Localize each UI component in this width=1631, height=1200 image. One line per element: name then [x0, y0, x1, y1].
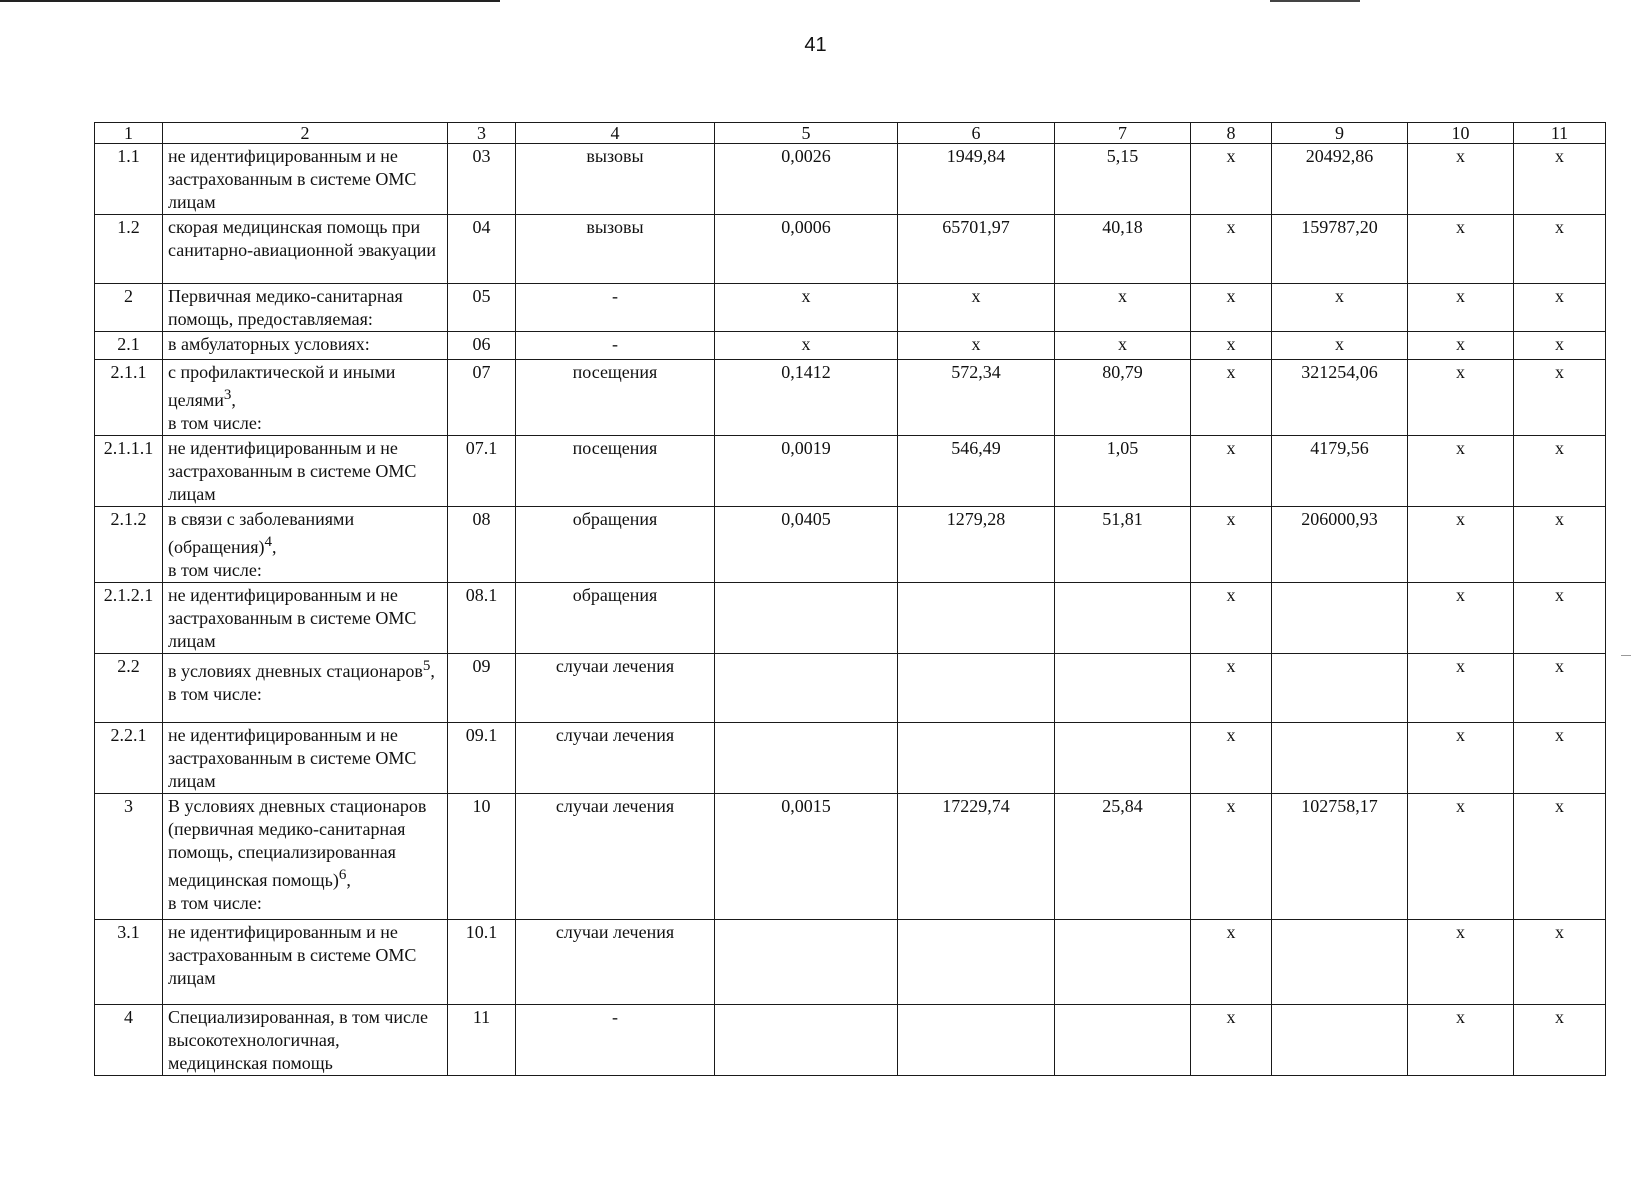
row-col9 [1272, 654, 1408, 723]
table-row [95, 360, 1606, 436]
row-unit: случаи лечения [516, 920, 715, 1005]
data-table [94, 122, 1606, 1076]
row-col9: х [1272, 284, 1408, 332]
row-number: 1.2 [95, 215, 163, 284]
page-number: 41 [804, 34, 827, 56]
row-col11: х [1514, 144, 1606, 215]
row-col5: 0,0015 [715, 794, 898, 920]
footnote-mark: 5 [422, 658, 431, 674]
table-row [95, 794, 1606, 920]
row-col7 [1055, 723, 1191, 794]
row-col5 [715, 583, 898, 654]
row-col5: х [715, 332, 898, 360]
table-row [95, 215, 1606, 284]
row-col9: 159787,20 [1272, 215, 1408, 284]
row-description: не идентифицированным и не застрахованным в системе ОМС лицам [163, 920, 448, 1005]
row-col6: 1279,28 [898, 507, 1055, 583]
row-description [163, 794, 448, 920]
row-number: 2.1.2.1 [95, 583, 163, 654]
row-description [163, 654, 448, 723]
header-cell: 5 [715, 123, 898, 144]
row-col6: 1949,84 [898, 144, 1055, 215]
header-cell: 8 [1191, 123, 1272, 144]
row-number: 2.1.1.1 [95, 436, 163, 507]
row-unit: вызовы [516, 144, 715, 215]
row-col7: 80,79 [1055, 360, 1191, 436]
row-col6: х [898, 332, 1055, 360]
row-description [163, 507, 448, 583]
row-code: 08 [448, 507, 516, 583]
row-col10: х [1408, 507, 1514, 583]
table-row [95, 144, 1606, 215]
header-cell: 3 [448, 123, 516, 144]
row-col5: 0,1412 [715, 360, 898, 436]
row-col7: 40,18 [1055, 215, 1191, 284]
row-number: 2.1.1 [95, 360, 163, 436]
row-col11: х [1514, 507, 1606, 583]
row-col5: 0,0006 [715, 215, 898, 284]
row-col8: х [1191, 144, 1272, 215]
row-col8: х [1191, 723, 1272, 794]
row-col9 [1272, 583, 1408, 654]
table-row [95, 654, 1606, 723]
row-col8: х [1191, 507, 1272, 583]
row-unit: обращения [516, 507, 715, 583]
row-col7: 5,15 [1055, 144, 1191, 215]
header-cell: 4 [516, 123, 715, 144]
row-col5 [715, 1005, 898, 1076]
table-row [95, 920, 1606, 1005]
row-col10: х [1408, 794, 1514, 920]
row-number: 4 [95, 1005, 163, 1076]
row-col10: х [1408, 583, 1514, 654]
row-col9: 102758,17 [1272, 794, 1408, 920]
row-col9: 4179,56 [1272, 436, 1408, 507]
footnote-mark: 3 [223, 387, 232, 403]
row-col5 [715, 723, 898, 794]
row-description: не идентифицированным и не застрахованным в системе ОМС лицам [163, 144, 448, 215]
table-row [95, 723, 1606, 794]
row-col10: х [1408, 436, 1514, 507]
row-col10: х [1408, 1005, 1514, 1076]
row-col6 [898, 723, 1055, 794]
description-tail: в том числе: [168, 893, 262, 913]
top-rule [0, 0, 500, 2]
row-col11: х [1514, 1005, 1606, 1076]
row-col6 [898, 920, 1055, 1005]
row-col8: х [1191, 436, 1272, 507]
row-col6: 65701,97 [898, 215, 1055, 284]
table-row [95, 1005, 1606, 1076]
row-number: 2.1.2 [95, 507, 163, 583]
header-cell: 9 [1272, 123, 1408, 144]
row-col10: х [1408, 360, 1514, 436]
row-number: 3 [95, 794, 163, 920]
row-col11: х [1514, 284, 1606, 332]
row-unit: вызовы [516, 215, 715, 284]
row-col11: х [1514, 360, 1606, 436]
top-rule-fragment [1270, 0, 1360, 2]
row-col5 [715, 920, 898, 1005]
description-tail: в том числе: [168, 413, 262, 433]
row-col6: х [898, 284, 1055, 332]
row-col7: 25,84 [1055, 794, 1191, 920]
row-col11: х [1514, 723, 1606, 794]
row-col11: х [1514, 215, 1606, 284]
row-col6 [898, 1005, 1055, 1076]
row-code: 09 [448, 654, 516, 723]
row-unit: посещения [516, 436, 715, 507]
row-col7 [1055, 1005, 1191, 1076]
row-col8: х [1191, 332, 1272, 360]
row-col6 [898, 654, 1055, 723]
row-col10: х [1408, 723, 1514, 794]
scan-margin-mark [1621, 655, 1631, 656]
row-description: в амбулаторных условиях: [163, 332, 448, 360]
row-code: 11 [448, 1005, 516, 1076]
description-text: в условиях дневных стационаров [168, 661, 423, 681]
row-col11: х [1514, 436, 1606, 507]
row-col9: 20492,86 [1272, 144, 1408, 215]
row-col6: 17229,74 [898, 794, 1055, 920]
description-text: В условиях дневных стационаров (первичная медико-санитарная помощь, специализированная медицинская помощь) [168, 796, 427, 890]
row-col9 [1272, 1005, 1408, 1076]
row-col8: х [1191, 583, 1272, 654]
row-unit: случаи лечения [516, 723, 715, 794]
row-col11: х [1514, 654, 1606, 723]
row-number: 2 [95, 284, 163, 332]
description-punct: , [272, 537, 277, 557]
row-description: не идентифицированным и не застрахованным в системе ОМС лицам [163, 436, 448, 507]
row-description: Первичная медико-санитарная помощь, предоставляемая: [163, 284, 448, 332]
row-unit: - [516, 284, 715, 332]
row-col5: х [715, 284, 898, 332]
table-row [95, 332, 1606, 360]
row-col6: 572,34 [898, 360, 1055, 436]
row-col7 [1055, 920, 1191, 1005]
row-col8: х [1191, 215, 1272, 284]
row-col8: х [1191, 794, 1272, 920]
row-col10: х [1408, 215, 1514, 284]
row-col8: х [1191, 920, 1272, 1005]
row-col7 [1055, 654, 1191, 723]
row-col10: х [1408, 144, 1514, 215]
row-col11: х [1514, 332, 1606, 360]
row-col9: 206000,93 [1272, 507, 1408, 583]
row-col5: 0,0026 [715, 144, 898, 215]
row-col7: 1,05 [1055, 436, 1191, 507]
footnote-mark: 4 [264, 534, 273, 550]
row-unit: случаи лечения [516, 794, 715, 920]
row-col10: х [1408, 920, 1514, 1005]
row-number: 3.1 [95, 920, 163, 1005]
table-row [95, 284, 1606, 332]
row-number: 2.1 [95, 332, 163, 360]
description-punct: , [430, 661, 435, 681]
row-col7: 51,81 [1055, 507, 1191, 583]
footnote-mark: 6 [338, 867, 347, 883]
table-row [95, 583, 1606, 654]
row-number: 2.2 [95, 654, 163, 723]
row-col10: х [1408, 332, 1514, 360]
header-cell: 10 [1408, 123, 1514, 144]
row-col11: х [1514, 583, 1606, 654]
row-description [163, 360, 448, 436]
description-tail: в том числе: [168, 560, 262, 580]
description-tail: в том числе: [168, 684, 262, 704]
row-code: 09.1 [448, 723, 516, 794]
row-col11: х [1514, 794, 1606, 920]
row-col9 [1272, 920, 1408, 1005]
row-col9 [1272, 723, 1408, 794]
row-col5 [715, 654, 898, 723]
row-description: не идентифицированным и не застрахованным в системе ОМС лицам [163, 583, 448, 654]
row-col11: х [1514, 920, 1606, 1005]
row-unit: - [516, 1005, 715, 1076]
header-cell: 2 [163, 123, 448, 144]
description-punct: , [231, 390, 236, 410]
row-code: 07.1 [448, 436, 516, 507]
row-number: 2.2.1 [95, 723, 163, 794]
row-col7: х [1055, 284, 1191, 332]
row-unit: посещения [516, 360, 715, 436]
row-description: скорая медицинская помощь при санитарно-авиационной эвакуации [163, 215, 448, 284]
row-col10: х [1408, 284, 1514, 332]
header-cell: 11 [1514, 123, 1606, 144]
row-col7 [1055, 583, 1191, 654]
row-col9: х [1272, 332, 1408, 360]
header-cell: 1 [95, 123, 163, 144]
row-col9: 321254,06 [1272, 360, 1408, 436]
row-col10: х [1408, 654, 1514, 723]
row-description: Специализированная, в том числе высокотехнологичная, медицинская помощь [163, 1005, 448, 1076]
description-text: в связи с заболеваниями (обращения) [168, 509, 355, 557]
row-col5: 0,0405 [715, 507, 898, 583]
table-row [95, 436, 1606, 507]
row-code: 08.1 [448, 583, 516, 654]
row-code: 10 [448, 794, 516, 920]
row-col8: х [1191, 654, 1272, 723]
header-cell: 7 [1055, 123, 1191, 144]
header-row [95, 123, 1606, 144]
row-col7: х [1055, 332, 1191, 360]
row-col6 [898, 583, 1055, 654]
row-number: 1.1 [95, 144, 163, 215]
row-code: 04 [448, 215, 516, 284]
row-col8: х [1191, 360, 1272, 436]
header-cell: 6 [898, 123, 1055, 144]
row-code: 05 [448, 284, 516, 332]
row-code: 07 [448, 360, 516, 436]
row-code: 06 [448, 332, 516, 360]
row-description: не идентифицированным и не застрахованным в системе ОМС лицам [163, 723, 448, 794]
row-unit: - [516, 332, 715, 360]
description-punct: , [346, 870, 351, 890]
table-row [95, 507, 1606, 583]
description-text: с профилактической и иными целями [168, 362, 396, 410]
row-col6: 546,49 [898, 436, 1055, 507]
row-code: 03 [448, 144, 516, 215]
row-unit: обращения [516, 583, 715, 654]
row-col8: х [1191, 1005, 1272, 1076]
row-col5: 0,0019 [715, 436, 898, 507]
row-unit: случаи лечения [516, 654, 715, 723]
row-code: 10.1 [448, 920, 516, 1005]
row-col8: х [1191, 284, 1272, 332]
